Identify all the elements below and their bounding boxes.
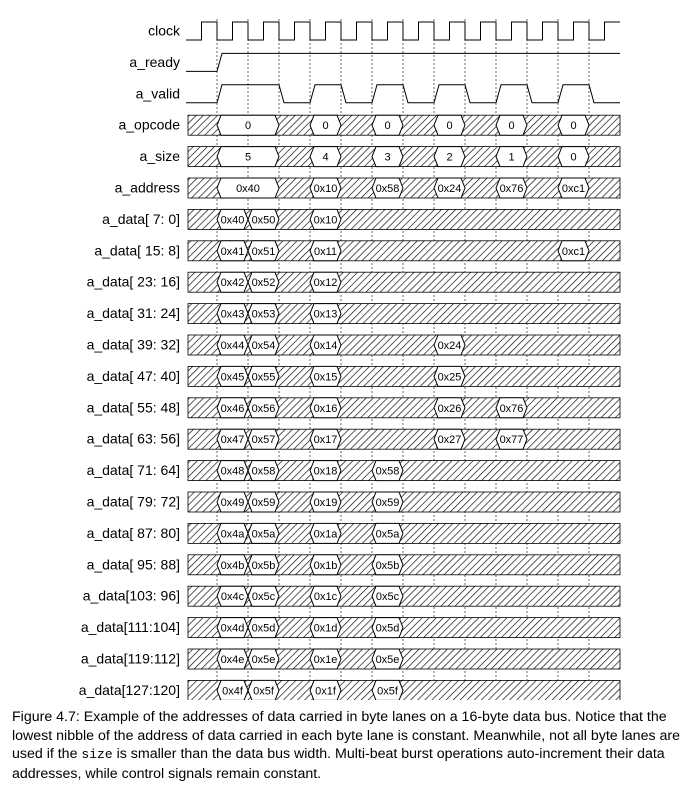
bus-value-label: 0 — [322, 120, 329, 133]
bus-value-label: 0x1a — [313, 528, 338, 541]
bus-signal-label: a_data[ 31: 24] — [86, 305, 180, 322]
bus-value-label: 0x58 — [375, 465, 400, 478]
bus-signal-label: a_address — [114, 179, 180, 196]
bus-value-label: 0x76 — [499, 183, 524, 195]
bus-value-label: 2 — [446, 151, 453, 164]
bus-value-label: 0x14 — [313, 340, 338, 352]
bus-value-label: 0x77 — [499, 434, 524, 447]
bus-value-label: 0x5c — [251, 591, 276, 604]
bus-signal-label: a_data[103: 96] — [82, 587, 180, 604]
bus-value-label: 0x56 — [251, 402, 276, 415]
bus-value-label: 0x4c — [220, 591, 245, 604]
bus-value-label: 0x57 — [251, 434, 276, 447]
bus-value-label: 0x5d — [251, 622, 276, 635]
bus-value-label: 0x18 — [313, 465, 338, 478]
clock-label: clock — [148, 22, 180, 39]
bus-value-label: 0x55 — [251, 371, 276, 384]
bus-signal-label: a_data[ 79: 72] — [86, 493, 180, 510]
bus-value-label: 0x44 — [220, 340, 245, 352]
clock-waveform — [186, 22, 620, 40]
bus-value-label: 0x17 — [313, 434, 338, 447]
caption-text-1: Example of the addresses of data carried in byte lanes on a 16-byte data bus. Notice that the lowest nibble of the address of data carried in each byte lane is constant. Meanwhile, not all byte lanes are used if the — [12, 709, 680, 762]
bus-signal-label: a_data[ 55: 48] — [86, 399, 180, 416]
caption-number: Figure 4.7: — [12, 709, 80, 725]
bus-value-label: 0xc1 — [561, 245, 586, 258]
bus-value-label: 0x15 — [313, 371, 338, 384]
bus-value-label: 0x48 — [220, 465, 245, 478]
bus-value-label: 0x59 — [375, 497, 400, 509]
bus-value-label: 1 — [508, 151, 515, 164]
bus-value-label: 0x4d — [220, 622, 245, 635]
bus-value-label: 0x52 — [251, 277, 276, 290]
bus-value-label: 0x40 — [220, 214, 245, 227]
bus-value-label: 0x10 — [313, 183, 338, 195]
bus-value-label: 3 — [384, 151, 391, 164]
bus-value-label: 0x5a — [375, 528, 400, 541]
bus-signal-label: a_data[ 87: 80] — [86, 524, 180, 541]
bus-signal-label: a_data[ 7: 0] — [102, 210, 180, 227]
bus-value-label: 0x5c — [375, 591, 400, 604]
bus-value-label: 4 — [322, 151, 329, 164]
bus-value-label: 0x45 — [220, 371, 245, 384]
bus-value-label: 0x27 — [437, 434, 462, 447]
bus-value-label: 0x58 — [375, 183, 400, 195]
bus-value-label: 0x19 — [313, 497, 338, 509]
bus-value-label: 0x1c — [313, 591, 338, 604]
bus-signal-label: a_data[ 15: 8] — [94, 242, 180, 259]
bus-value-label: 0x51 — [251, 245, 276, 258]
bus-value-label: 0x5e — [251, 654, 276, 666]
bus-value-label: 0x76 — [499, 402, 524, 415]
bus-value-label: 0 — [384, 120, 391, 133]
bus-value-label: 0 — [508, 120, 515, 133]
bus-value-label: 0x1e — [313, 654, 338, 666]
bus-value-label: 0x5d — [375, 622, 400, 635]
bus-value-label: 0 — [244, 120, 252, 133]
bus-value-label: 0x5f — [377, 685, 398, 698]
bus-value-label: 0x1f — [315, 685, 336, 698]
bus-value-label: 0x5b — [375, 559, 400, 572]
bus-value-label: 0x58 — [251, 465, 276, 478]
bus-value-label: 0x54 — [251, 340, 276, 352]
bus-value-label: 0x24 — [437, 340, 462, 352]
bus-value-label: 0x4b — [220, 559, 245, 572]
bus-signal-label: a_data[127:120] — [78, 681, 180, 698]
bus-value-label: 0x24 — [437, 183, 462, 195]
bus-value-label: 0x5f — [253, 685, 274, 698]
bus-value-label: 0x4e — [220, 654, 245, 666]
bus-value-label: 0x46 — [220, 402, 245, 415]
bus-value-label: 5 — [244, 151, 252, 164]
bus-value-label: 0x1d — [313, 622, 338, 635]
caption-code: size — [81, 747, 113, 762]
bus-value-label: 0x16 — [313, 402, 338, 415]
bus-value-label: 0x5a — [251, 528, 276, 541]
bus-value-label: 0xc1 — [561, 183, 586, 195]
bus-value-label: 0x1b — [313, 559, 338, 572]
bus-signal-label: a_data[ 47: 40] — [86, 367, 180, 384]
bus-signal-label: a_data[ 23: 16] — [86, 273, 180, 290]
a-ready-label: a_ready — [129, 53, 180, 70]
bus-value-label: 0x10 — [313, 214, 338, 227]
signal-rows — [79, 22, 620, 700]
bus-value-label: 0x50 — [251, 214, 276, 227]
bus-value-label: 0x47 — [220, 434, 245, 447]
bus-value-label: 0x26 — [437, 402, 462, 415]
caption-text-2: is smaller than the data bus width. Multi-beat burst operations auto-increment their data addresses, while control signals remain constant. — [12, 746, 665, 782]
bus-value-label: 0x49 — [220, 497, 245, 509]
bus-value-label: 0 — [570, 120, 577, 133]
bus-value-label: 0x11 — [313, 245, 338, 258]
bus-value-label: 0x4a — [220, 528, 245, 541]
bus-signal-label: a_data[ 95: 88] — [86, 556, 180, 573]
bus-signal-label: a_data[ 71: 64] — [86, 462, 180, 479]
bus-value-label: 0x42 — [220, 277, 245, 290]
bus-value-label: 0x13 — [313, 308, 338, 321]
bus-value-label: 0x43 — [220, 308, 245, 321]
a-valid-label: a_valid — [135, 85, 180, 102]
bus-signal-label: a_data[119:112] — [80, 650, 180, 667]
bus-signal-label: a_data[111:104] — [80, 619, 180, 636]
bus-value-label: 0x4f — [222, 685, 243, 698]
bus-value-label: 0x41 — [220, 245, 245, 258]
bus-signal-label: a_opcode — [118, 116, 180, 133]
bus-value-label: 0x5e — [375, 654, 400, 666]
bus-value-label: 0 — [570, 151, 577, 164]
bus-signal-label: a_data[ 63: 56] — [86, 430, 180, 447]
bus-value-label: 0x53 — [251, 308, 276, 321]
bus-value-label: 0x5b — [251, 559, 276, 572]
bus-value-label: 0x25 — [437, 371, 462, 384]
bus-signal-label: a_data[ 39: 32] — [86, 336, 180, 353]
bus-value-label: 0x59 — [251, 497, 276, 509]
figure-caption — [12, 708, 680, 783]
bus-value-label: 0x12 — [313, 277, 338, 290]
bus-value-label: 0 — [446, 120, 453, 133]
bus-signal-label: a_size — [139, 148, 180, 165]
bus-value-label: 0x40 — [236, 183, 260, 195]
